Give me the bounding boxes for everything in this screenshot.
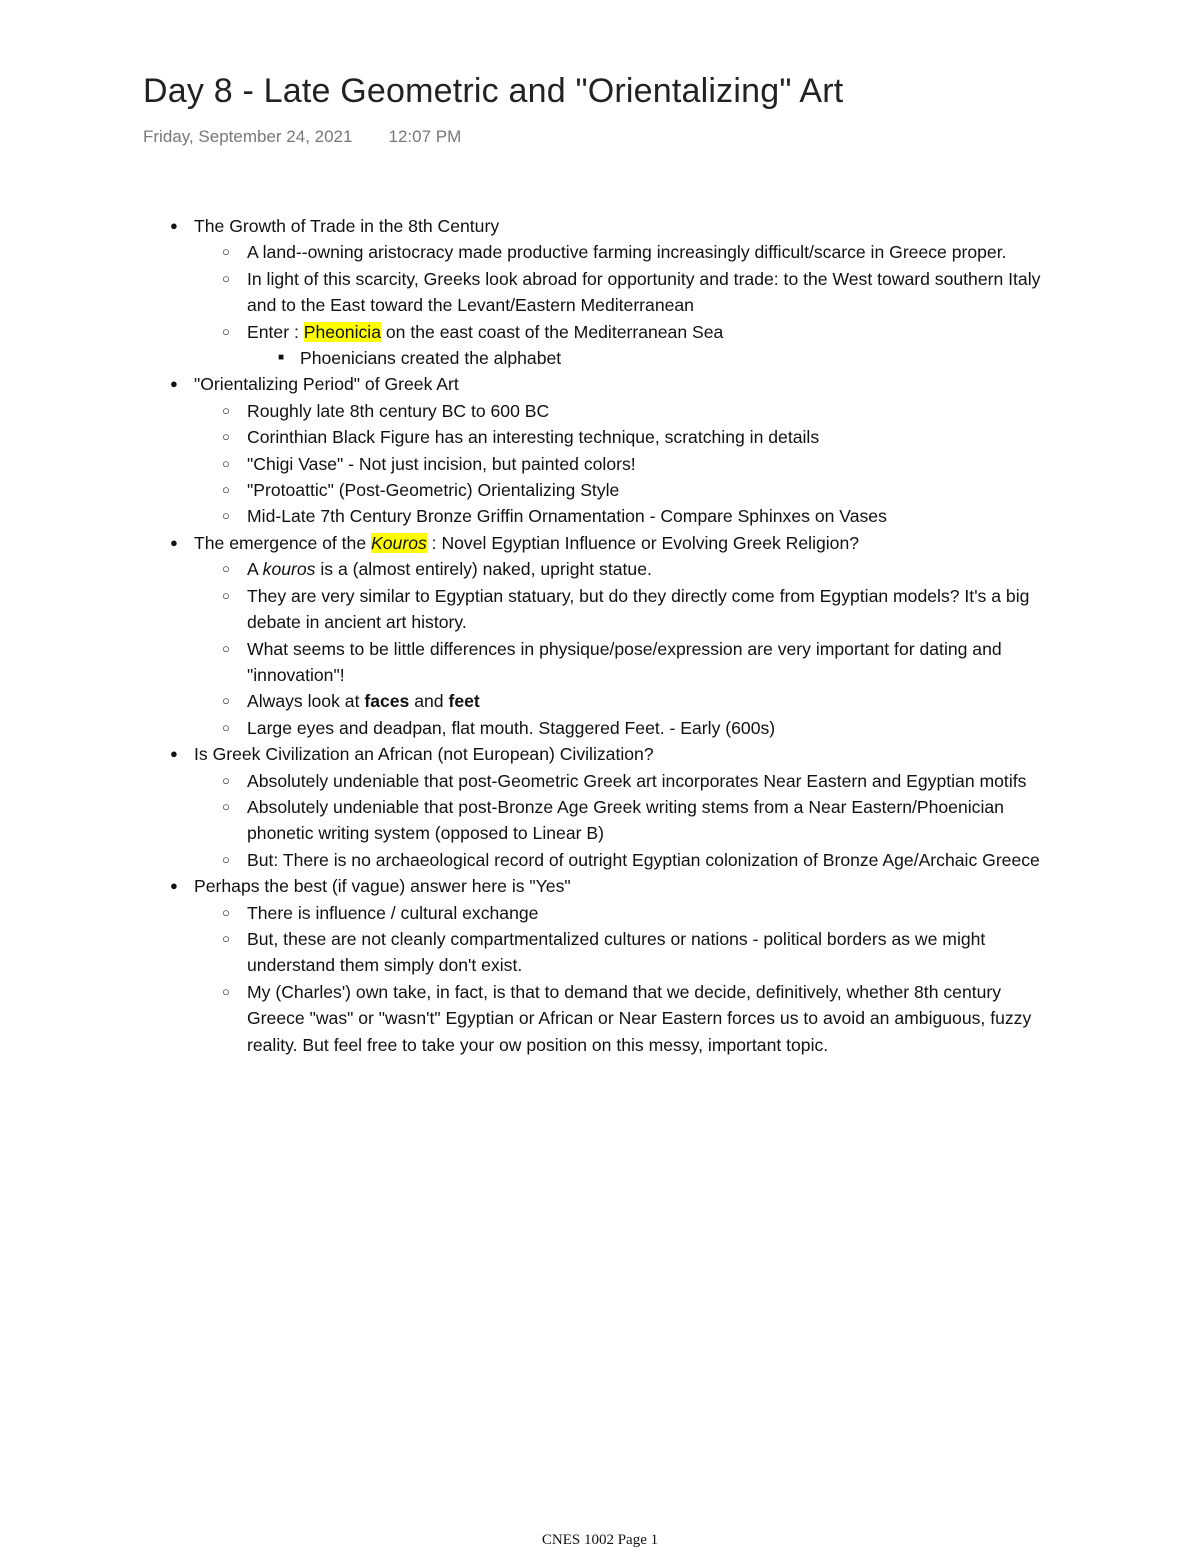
outline-item-text [247, 982, 1031, 1055]
hollow-circle-bullet-icon: ○ [222, 402, 230, 418]
outline-item-level-2 [160, 926, 1060, 979]
outline-item-text [247, 639, 1002, 685]
outline-text: Large eyes and deadpan, flat mouth. Staggered Feet. - Early (600s) [247, 717, 776, 738]
page-time: 12:07 PM [388, 127, 462, 146]
hollow-circle-bullet-icon: ○ [222, 455, 230, 471]
outline-item-text [247, 454, 636, 474]
hollow-circle-bullet-icon: ○ [222, 904, 230, 920]
outline-item-text [247, 850, 1040, 870]
outline-item-level-2 [160, 398, 1060, 424]
page-footer: CNES 1002 Page 1 [541, 1532, 659, 1548]
outline-item-level-2 [160, 266, 1060, 319]
outline-item-text [247, 269, 1040, 315]
outline-item-level-1 [160, 741, 1060, 767]
outline-item-text [194, 374, 459, 394]
hollow-circle-bullet-icon: ○ [222, 693, 230, 709]
outline-text: "Chigi Vase" - Not just incision, but painted colors! [247, 453, 636, 474]
hollow-circle-bullet-icon: ○ [222, 429, 230, 445]
outline-item-text [300, 348, 561, 368]
highlighted-term: Kouros [371, 532, 427, 553]
outline-item-text [247, 401, 549, 421]
outline-item-text [194, 216, 499, 236]
outline-item-level-1 [160, 213, 1060, 239]
outline-text-pre: Always look at [247, 691, 365, 712]
hollow-circle-bullet-icon: ○ [222, 482, 230, 498]
square-bullet-icon: ■ [278, 352, 285, 364]
outline-text: Mid-Late 7th Century Bronze Griffin Ornamentation - Compare Sphinxes on Vases [247, 506, 887, 527]
outline-text-post: on the east coast of the Mediterranean Sea [381, 321, 724, 342]
outline-text: Perhaps the best (if vague) answer here is "Yes" [194, 876, 571, 897]
outline-text: "Orientalizing Period" of Greek Art [194, 374, 459, 395]
outline-text-mid: and [409, 691, 449, 712]
outline-text-post: : Novel Egyptian Influence or Evolving Greek Religion? [426, 532, 860, 553]
outline-text-pre: A [247, 559, 263, 580]
hollow-circle-bullet-icon: ○ [222, 270, 230, 286]
outline-item-level-2 [160, 319, 1060, 345]
hollow-circle-bullet-icon: ○ [222, 508, 230, 524]
hollow-circle-bullet-icon: ○ [222, 323, 230, 339]
outline-item-level-2 [160, 239, 1060, 265]
hollow-circle-bullet-icon: ○ [222, 640, 230, 656]
outline-text: Phoenicians created the alphabet [300, 348, 562, 369]
outline-text: The Growth of Trade in the 8th Century [194, 216, 500, 236]
outline-item-level-2 [160, 794, 1060, 847]
filled-circle-bullet-icon: ● [170, 376, 178, 392]
hollow-circle-bullet-icon: ○ [222, 983, 230, 999]
bold-term: feet [448, 691, 480, 712]
outline-text: But, these are not cleanly compartmentalized cultures or nations - political borders as we might understand them simply don't exist. [247, 928, 986, 976]
outline-item-text [247, 559, 652, 579]
hollow-circle-bullet-icon: ○ [222, 772, 230, 788]
outline-item-text [247, 691, 480, 711]
highlighted-term: Pheonicia [303, 321, 381, 342]
outline-item-level-2 [160, 979, 1060, 1058]
outline-item-level-1 [160, 530, 1060, 556]
outline-item-level-1 [160, 873, 1060, 899]
hollow-circle-bullet-icon: ○ [222, 930, 230, 946]
filled-circle-bullet-icon: ● [170, 746, 178, 762]
bold-term: faces [364, 691, 410, 712]
hollow-circle-bullet-icon: ○ [222, 244, 230, 260]
outline-item-level-2 [160, 847, 1060, 873]
outline-text: But: There is no archaeological record of outright Egyptian colonization of Bronze Age/Archaic Greece [247, 849, 1040, 870]
outline-item-level-2 [160, 503, 1060, 529]
outline-text: What seems to be little differences in physique/pose/expression are very important for dating and "innovation"! [247, 638, 1002, 685]
hollow-circle-bullet-icon: ○ [222, 719, 230, 735]
outline-item-text [247, 242, 1007, 262]
outline-item-text [247, 797, 1004, 843]
outline-text: There is influence / cultural exchange [247, 902, 539, 923]
outline-item-level-2 [160, 451, 1060, 477]
hollow-circle-bullet-icon: ○ [222, 587, 230, 603]
outline-text: My (Charles') own take, in fact, is that to demand that we decide, definitively, whether 8th century Greece "was" or "wasn't" Egyptian or African or Near Eastern forces us to avoid an ambiguous, fuzzy reality. But feel free to take your ow position on this messy, important topic. [247, 981, 1032, 1055]
outline-item-text [247, 771, 1026, 791]
outline-item-level-2 [160, 688, 1060, 714]
outline-item-text [247, 427, 819, 447]
page-title: Day 8 - Late Geometric and "Orientalizing" Art [143, 72, 844, 110]
outline-text: Absolutely undeniable that post-Geometric Greek art incorporates Near Eastern and Egyptian motifs [247, 770, 1027, 791]
outline-item-level-2 [160, 583, 1060, 636]
filled-circle-bullet-icon: ● [170, 218, 178, 233]
outline-item-text [194, 744, 654, 764]
outline-item-level-3 [160, 345, 1060, 371]
outline-item-level-2 [160, 556, 1060, 582]
outline-text: "Protoattic" (Post-Geometric) Orientalizing Style [247, 480, 620, 501]
outline-text: They are very similar to Egyptian statuary, but do they directly come from Egyptian models? It's a big debate in ancient art history. [247, 585, 1030, 633]
outline-item-level-2 [160, 900, 1060, 926]
outline-text: Is Greek Civilization an African (not European) Civilization? [194, 744, 654, 765]
outline-text: Absolutely undeniable that post-Bronze Age Greek writing stems from a Near Eastern/Phoenician phonetic writing system (opposed to Linear B) [247, 796, 1004, 844]
outline-item-level-2 [160, 636, 1060, 689]
outline-item-text [194, 533, 859, 553]
outline-item-level-1 [160, 371, 1060, 397]
outline-item-text [247, 322, 723, 342]
outline-text-post: is a (almost entirely) naked, upright statue. [315, 559, 652, 580]
filled-circle-bullet-icon: ● [170, 534, 178, 550]
outline-item-text [247, 480, 619, 500]
outline-text-pre: Enter : [247, 321, 304, 342]
outline-item-level-2 [160, 715, 1060, 741]
outline-item-text [247, 903, 538, 923]
outline-text-pre: The emergence of the [194, 532, 372, 553]
page-date: Friday, September 24, 2021 [143, 127, 353, 146]
outline-item-text [247, 718, 775, 738]
outline-item-text [247, 929, 985, 975]
outline-text: Corinthian Black Figure has an interesting technique, scratching in details [247, 427, 820, 448]
outline-item-text [247, 506, 887, 526]
hollow-circle-bullet-icon: ○ [222, 798, 230, 814]
notes-outline [160, 213, 1060, 1058]
italic-term: kouros [262, 559, 316, 580]
hollow-circle-bullet-icon: ○ [222, 851, 230, 867]
outline-item-level-2 [160, 424, 1060, 450]
filled-circle-bullet-icon: ● [170, 878, 178, 894]
outline-text: Roughly late 8th century BC to 600 BC [247, 400, 550, 421]
outline-item-text [247, 586, 1029, 632]
outline-text: In light of this scarcity, Greeks look abroad for opportunity and trade: to the West toward southern Italy and to the East toward the Levant/Eastern Mediterranean [247, 268, 1041, 316]
outline-item-level-2 [160, 477, 1060, 503]
hollow-circle-bullet-icon: ○ [222, 561, 230, 577]
outline-text: A land--owning aristocracy made productive farming increasingly difficult/scarce in Greece proper. [247, 242, 1007, 263]
outline-item-level-2 [160, 768, 1060, 794]
outline-item-text [194, 876, 571, 896]
page-meta [143, 127, 461, 147]
